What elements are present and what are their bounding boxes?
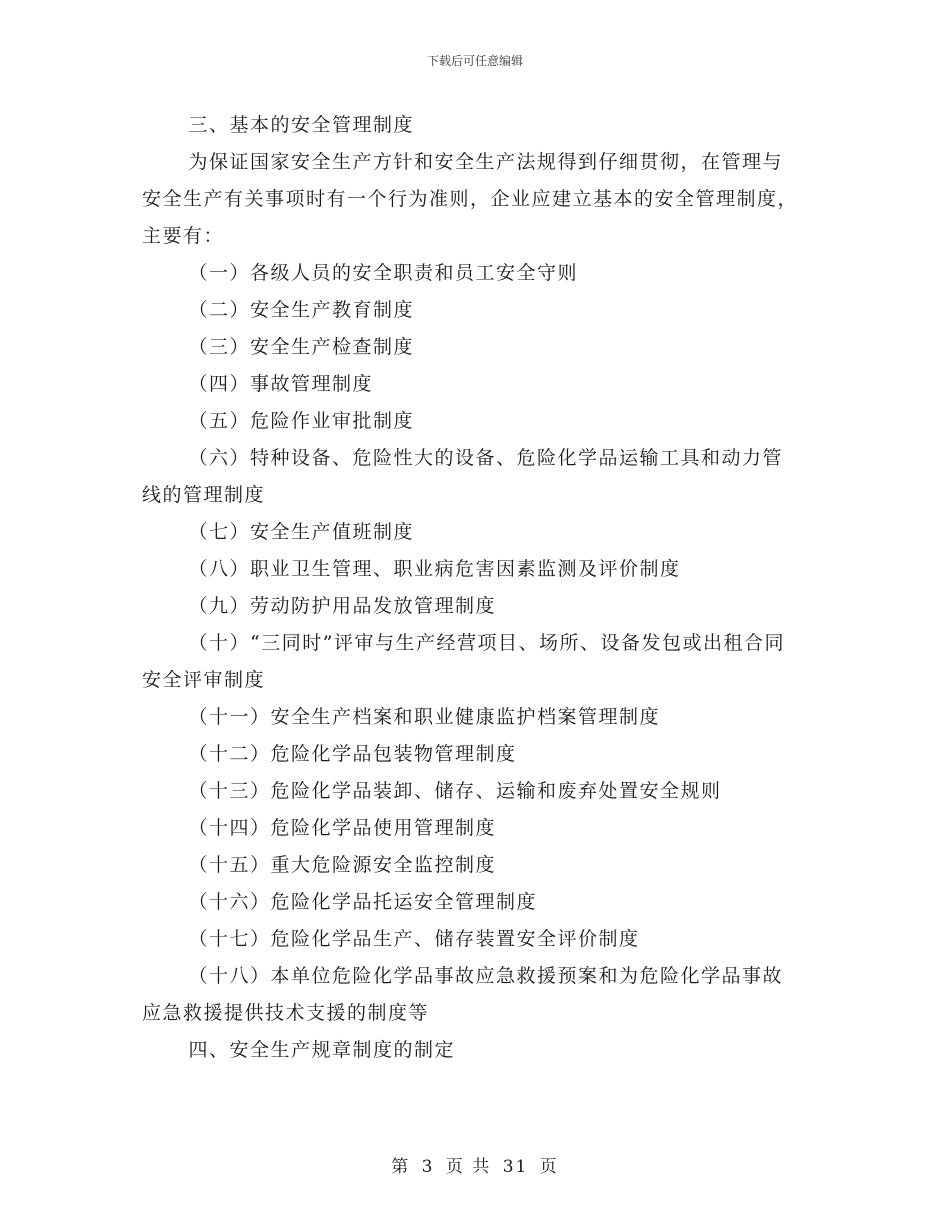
list-item: （二）安全生产教育制度 xyxy=(188,299,415,321)
list-item: （十六）危险化学品托运安全管理制度 xyxy=(188,891,538,913)
list-item: （六）特种设备、危险性大的设备、危险化学品运输工具和动力管线的管理制度 xyxy=(142,447,784,506)
section-heading-4: 四、安全生产规章制度的制定 xyxy=(188,1039,456,1061)
list-item: （七）安全生产值班制度 xyxy=(188,521,415,543)
list-item: （十）“三同时”评审与生产经营项目、场所、设备发包或出租合同安全评审制度 xyxy=(142,632,785,691)
list-item: （十五）重大危险源安全监控制度 xyxy=(188,854,497,876)
list-item: （十二）危险化学品包装物管理制度 xyxy=(188,743,517,765)
page-number-footer xyxy=(0,1152,950,1177)
footer-suffix: 页 xyxy=(539,1157,559,1177)
list-item: （一）各级人员的安全职责和员工安全守则 xyxy=(188,262,579,284)
list-item: （十八）本单位危险化学品事故应急救援预案和为危险化学品事故应急救援提供技术支援的制度等 xyxy=(142,965,784,1024)
footer-middle: 页 共 xyxy=(445,1157,492,1177)
list-item: （五）危险作业审批制度 xyxy=(188,410,415,432)
section-heading-3: 三、基本的安全管理制度 xyxy=(188,114,415,136)
list-item: （九）劳动防护用品发放管理制度 xyxy=(188,595,497,617)
list-item: （十三）危险化学品装卸、储存、运输和废弃处置安全规则 xyxy=(188,780,722,802)
list-item: （十一）安全生产档案和职业健康监护档案管理制度 xyxy=(188,706,661,728)
footer-prefix: 第 xyxy=(391,1157,411,1177)
list-item: （十四）危险化学品使用管理制度 xyxy=(188,817,497,839)
total-pages-number: 31 xyxy=(502,1157,529,1177)
current-page-number: 3 xyxy=(421,1157,435,1177)
list-item: （十七）危险化学品生产、储存装置安全评价制度 xyxy=(188,928,640,950)
list-item: （四）事故管理制度 xyxy=(188,373,374,395)
intro-paragraph: 为保证国家安全生产方针和安全生产法规得到仔细贯彻，在管理与安全生产有关事项时有一个行为准则，企业应建立基本的安全管理制度，主要有： xyxy=(142,151,799,247)
page-header-note: 下载后可任意编辑 xyxy=(426,54,523,68)
document-body xyxy=(142,107,802,1069)
list-item: （八）职业卫生管理、职业病危害因素监测及评价制度 xyxy=(188,558,681,580)
list-item: （三）安全生产检查制度 xyxy=(188,336,415,358)
